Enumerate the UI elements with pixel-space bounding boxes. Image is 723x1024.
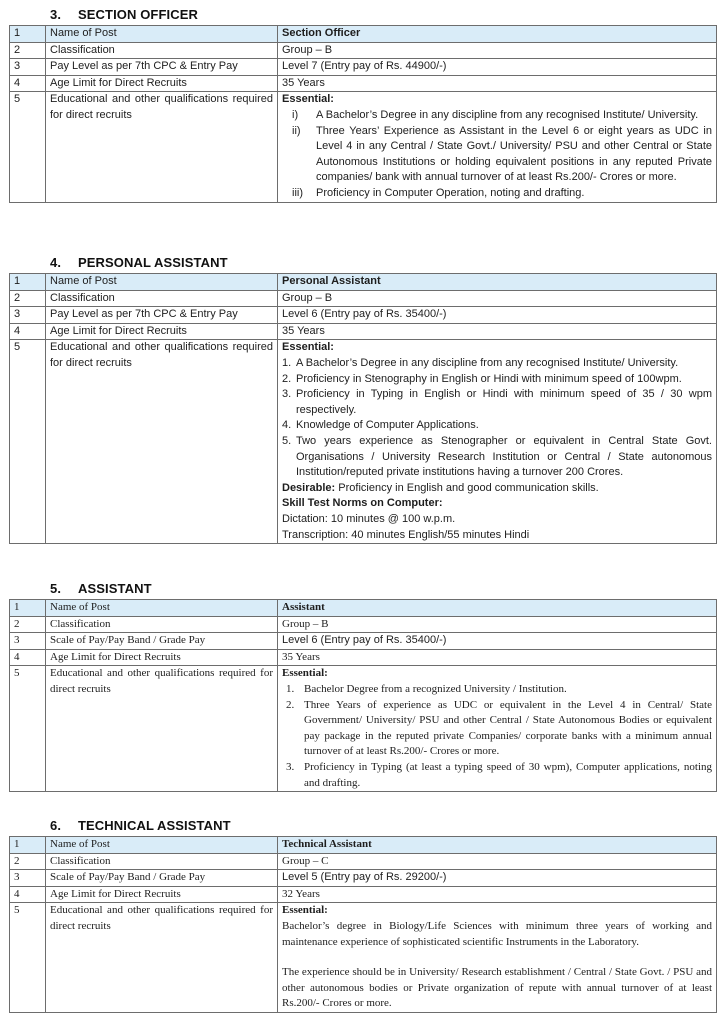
list-marker: 1. xyxy=(282,356,292,369)
table-row xyxy=(10,870,717,887)
table-row xyxy=(10,649,717,666)
essential-heading: Essential: xyxy=(282,667,328,680)
table-row xyxy=(10,59,717,76)
table-row xyxy=(10,26,717,43)
row-number: 1 xyxy=(10,837,46,854)
row-label: Age Limit for Direct Recruits xyxy=(46,649,278,666)
list-item xyxy=(282,356,712,372)
row-label: Age Limit for Direct Recruits xyxy=(46,886,278,903)
table-row xyxy=(10,290,717,307)
row-value: Technical Assistant xyxy=(278,837,717,854)
row-number: 2 xyxy=(10,853,46,870)
qualifications-cell xyxy=(278,666,717,792)
row-label: Age Limit for Direct Recruits xyxy=(46,75,278,92)
row-number: 1 xyxy=(10,600,46,617)
row-label: Age Limit for Direct Recruits xyxy=(46,323,278,340)
row-value: Level 7 (Entry pay of Rs. 44900/-) xyxy=(278,59,717,76)
row-value: Group – B xyxy=(278,616,717,633)
technical-assistant-table xyxy=(9,836,717,1013)
list-item xyxy=(282,698,712,760)
row-number: 1 xyxy=(10,274,46,291)
table-row xyxy=(10,92,717,202)
list-item xyxy=(282,434,712,481)
row-number: 2 xyxy=(10,42,46,59)
section-officer-table xyxy=(9,25,717,203)
row-value: 35 Years xyxy=(278,75,717,92)
row-label: Classification xyxy=(46,42,278,59)
qualifications-cell xyxy=(278,340,717,544)
row-label: Name of Post xyxy=(46,600,278,617)
row-number: 2 xyxy=(10,290,46,307)
row-value: Level 6 (Entry pay of Rs. 35400/-) xyxy=(278,633,717,650)
table-row xyxy=(10,886,717,903)
row-label: Scale of Pay/Pay Band / Grade Pay xyxy=(46,633,278,650)
essential-list xyxy=(282,108,712,202)
list-item xyxy=(282,186,712,202)
list-item xyxy=(282,418,712,434)
row-label: Classification xyxy=(46,290,278,307)
skill-test-line: Dictation: 10 minutes @ 100 w.p.m. xyxy=(282,512,456,525)
table-row xyxy=(10,340,717,544)
row-number: 4 xyxy=(10,649,46,666)
table-row xyxy=(10,837,717,854)
row-value: Group – B xyxy=(278,42,717,59)
desirable-line xyxy=(282,481,712,497)
list-marker: ii) xyxy=(292,124,301,137)
row-value: Group – B xyxy=(278,290,717,307)
section-heading-technical-assistant xyxy=(50,818,231,833)
table-row xyxy=(10,307,717,324)
skill-test-heading: Skill Test Norms on Computer: xyxy=(282,497,443,510)
table-row xyxy=(10,42,717,59)
section-title: ASSISTANT xyxy=(78,581,152,596)
paragraph-spacer xyxy=(282,950,712,965)
row-value: 35 Years xyxy=(278,323,717,340)
section-title: SECTION OFFICER xyxy=(78,7,198,22)
list-marker: 5. xyxy=(282,434,292,447)
list-marker: 3. xyxy=(286,760,295,773)
row-value: Level 5 (Entry pay of Rs. 29200/-) xyxy=(278,870,717,887)
assistant-table xyxy=(9,599,717,792)
row-number: 3 xyxy=(10,307,46,324)
row-label: Pay Level as per 7th CPC & Entry Pay xyxy=(46,59,278,76)
desirable-label: Desirable: xyxy=(282,481,336,494)
row-value: 32 Years xyxy=(278,886,717,903)
section-number: 6. xyxy=(50,818,62,833)
row-number: 5 xyxy=(10,903,46,1013)
row-label: Name of Post xyxy=(46,274,278,291)
section-heading-personal-assistant xyxy=(50,255,228,270)
list-marker: 4. xyxy=(282,419,292,432)
list-marker: iii) xyxy=(292,186,303,199)
row-label: Educational and other qualifications required for direct recruits xyxy=(46,92,278,202)
desirable-text: Proficiency in English and good communication skills. xyxy=(338,481,599,494)
list-marker: 1. xyxy=(286,682,295,695)
row-label: Classification xyxy=(46,616,278,633)
row-number: 3 xyxy=(10,870,46,887)
table-row xyxy=(10,75,717,92)
row-number: 4 xyxy=(10,323,46,340)
essential-list xyxy=(282,682,712,791)
row-label: Educational and other qualifications required for direct recruits xyxy=(46,666,278,792)
section-title: PERSONAL ASSISTANT xyxy=(78,255,228,270)
table-row xyxy=(10,633,717,650)
row-label: Scale of Pay/Pay Band / Grade Pay xyxy=(46,870,278,887)
essential-heading: Essential: xyxy=(282,904,328,917)
list-text: Two years experience as Stenographer or equivalent in Central State Govt. Organisations / University Research Institution or Central / State autonomous Institution/reputed private institutions having a turnover 200 Crores. xyxy=(296,434,712,479)
list-marker: 3. xyxy=(282,388,292,401)
section-number: 5. xyxy=(50,581,62,596)
list-marker: 2. xyxy=(286,698,295,711)
table-row xyxy=(10,616,717,633)
row-label: Pay Level as per 7th CPC & Entry Pay xyxy=(46,307,278,324)
list-item xyxy=(282,760,712,791)
section-heading-assistant xyxy=(50,581,152,596)
row-number: 5 xyxy=(10,340,46,544)
table-row xyxy=(10,853,717,870)
essential-heading: Essential: xyxy=(282,93,334,106)
row-label: Classification xyxy=(46,853,278,870)
table-row xyxy=(10,323,717,340)
row-number: 2 xyxy=(10,616,46,633)
list-text: A Bachelor’s Degree in any discipline from any recognised Institute/ University. xyxy=(316,108,699,121)
section-number: 4. xyxy=(50,255,62,270)
list-text: Proficiency in Stenography in English or Hindi with minimum speed of 100wpm. xyxy=(296,372,682,385)
list-text: Three Years of experience as UDC or equivalent in the Level 4 in Central/ State Government/ University/ PSU and other Central / State Autonomous Bodies or equivalent pay package in the reputed private Companies/ corporate banks with a minimum annual turnover of at least Rs.200/- Crores or more. xyxy=(304,698,712,758)
personal-assistant-table xyxy=(9,273,717,544)
row-number: 3 xyxy=(10,633,46,650)
list-item xyxy=(282,372,712,388)
row-value: Assistant xyxy=(278,600,717,617)
row-label: Educational and other qualifications required for direct recruits xyxy=(46,903,278,1013)
table-row xyxy=(10,666,717,792)
list-text: Three Years’ Experience as Assistant in the Level 6 or eight years as UDC in Level 4 in any Central / State Govt./ University/ PSU and other Central or State Autonomous Institutions or holding equivalent positions in any reputed Private companies/ bank with annual turnover of at least Rs.200/- Crores or more. xyxy=(316,124,712,184)
list-text: A Bachelor’s Degree in any discipline from any recognised Institute/ University. xyxy=(296,356,679,369)
row-number: 4 xyxy=(10,886,46,903)
list-item xyxy=(282,387,712,418)
row-number: 5 xyxy=(10,92,46,202)
row-value: Personal Assistant xyxy=(278,274,717,291)
table-row xyxy=(10,274,717,291)
row-label: Educational and other qualifications required for direct recruits xyxy=(46,340,278,544)
section-heading-section-officer xyxy=(50,7,198,22)
list-text: Proficiency in Typing (at least a typing speed of 30 wpm), Computer applications, noting and drafting. xyxy=(304,760,712,789)
row-number: 4 xyxy=(10,75,46,92)
list-text: Proficiency in Typing in English or Hindi with minimum speed of 35 / 30 wpm respectively. xyxy=(296,388,712,416)
row-value: Level 6 (Entry pay of Rs. 35400/-) xyxy=(278,307,717,324)
essential-list xyxy=(282,356,712,481)
row-label: Name of Post xyxy=(46,26,278,43)
row-value: 35 Years xyxy=(278,649,717,666)
table-row xyxy=(10,600,717,617)
list-item xyxy=(282,682,712,698)
section-title: TECHNICAL ASSISTANT xyxy=(78,818,231,833)
table-row xyxy=(10,903,717,1013)
list-marker: i) xyxy=(292,108,299,121)
skill-test-line: Transcription: 40 minutes English/55 minutes Hindi xyxy=(282,528,530,541)
row-value: Group – C xyxy=(278,853,717,870)
essential-paragraph: Bachelor’s degree in Biology/Life Sciences with minimum three years of working and maintenance experience of sophisticated scientific Instruments in the Laboratory. xyxy=(282,919,712,948)
list-item xyxy=(282,124,712,186)
row-number: 3 xyxy=(10,59,46,76)
list-text: Knowledge of Computer Applications. xyxy=(296,419,479,432)
list-text: Bachelor Degree from a recognized University / Institution. xyxy=(304,682,567,695)
list-item xyxy=(282,108,712,124)
qualifications-cell xyxy=(278,92,717,202)
row-value: Section Officer xyxy=(278,26,717,43)
list-text: Proficiency in Computer Operation, noting and drafting. xyxy=(316,186,585,199)
qualifications-cell xyxy=(278,903,717,1013)
section-number: 3. xyxy=(50,7,62,22)
essential-heading: Essential: xyxy=(282,341,334,354)
row-number: 5 xyxy=(10,666,46,792)
row-number: 1 xyxy=(10,26,46,43)
essential-paragraph: The experience should be in University/ Research establishment / Central / State Govt. / PSU and other autonomous bodies or Private organization of repute with annual turnover of at least Rs.200/- Crores or more. xyxy=(282,966,712,1010)
row-label: Name of Post xyxy=(46,837,278,854)
list-marker: 2. xyxy=(282,372,292,385)
